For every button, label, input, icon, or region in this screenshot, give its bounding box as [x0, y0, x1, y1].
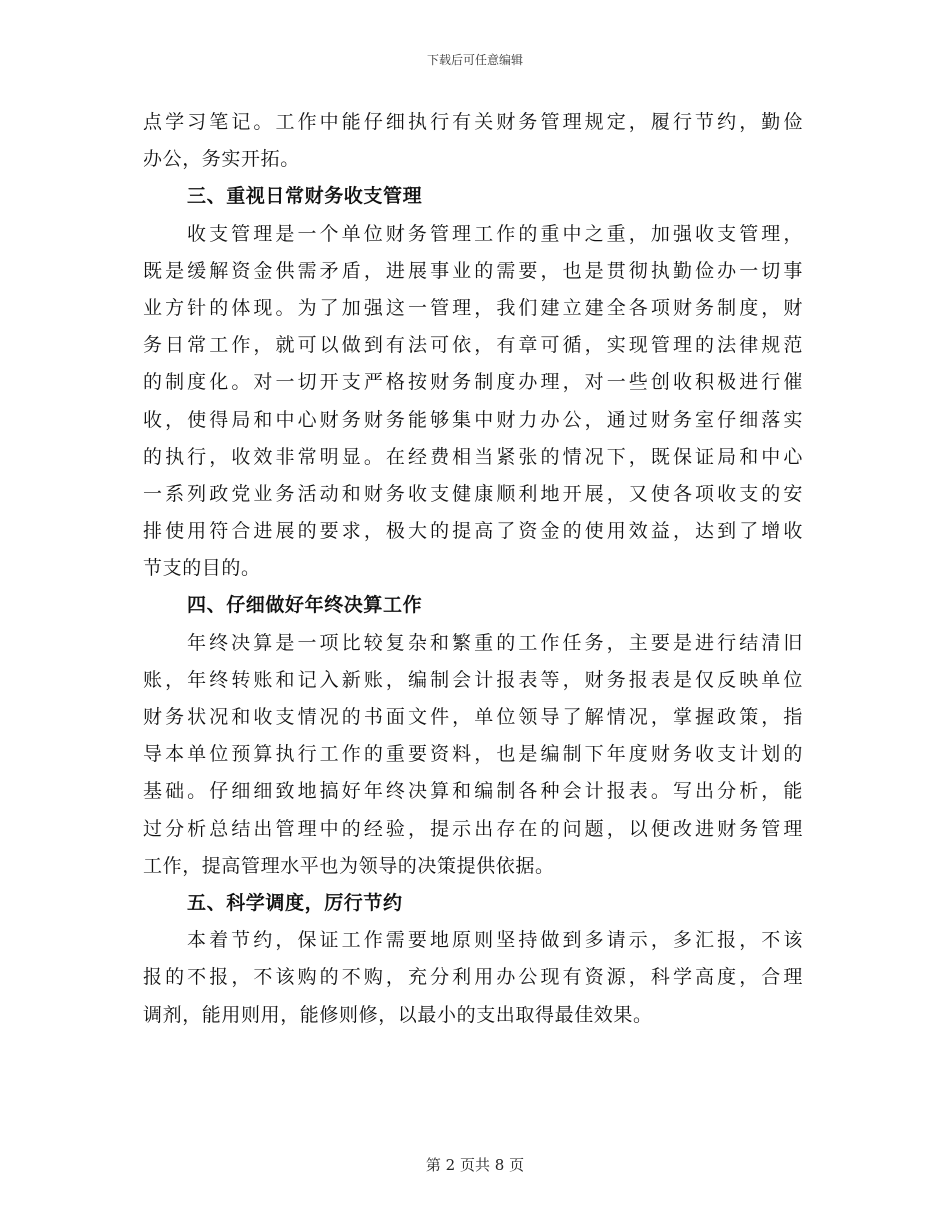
page-header: 下载后可任意编辑 [426, 53, 523, 67]
document-body [143, 104, 803, 1034]
section-heading: 四、仔细做好年终决算工作 [187, 594, 423, 617]
paragraph-line: 导本单位预算执行工作的重要资料，也是编制下年度财务收支计划的 [143, 743, 803, 766]
paragraph-line: 本着节约，保证工作需要地原则坚持做到多请示，多汇报，不该 [187, 929, 803, 952]
paragraph-line: 财务状况和收支情况的书面文件，单位领导了解情况，掌握政策，指 [143, 706, 803, 728]
paragraph-line: 的执行，收效非常明显。在经费相当紧张的情况下，既保证局和中心 [143, 445, 803, 468]
section-heading: 三、重视日常财务收支管理 [187, 185, 423, 208]
section-heading: 五、科学调度，厉行节约 [187, 891, 403, 914]
paragraph-line: 既是缓解资金供需矛盾，进展事业的需要，也是贯彻执勤俭办一切事 [143, 259, 803, 282]
paragraph-line: 务日常工作，就可以做到有法可依，有章可循，实现管理的法律规范 [143, 334, 803, 357]
paragraph-line: 收支管理是一个单位财务管理工作的重中之重，加强收支管理， [187, 222, 803, 245]
paragraph-line: 办公，务实开拓。 [143, 148, 300, 171]
paragraph-line: 的制度化。对一切开支严格按财务制度办理，对一些创收积极进行催 [143, 371, 803, 394]
paragraph-line: 收，使得局和中心财务财务能够集中财力办公，通过财务室仔细落实 [143, 408, 803, 431]
paragraph-line: 一系列政党业务活动和财务收支健康顺利地开展，又使各项收支的安 [143, 482, 803, 505]
paragraph-line: 账，年终转账和记入新账，编制会计报表等，财务报表是仅反映单位 [143, 668, 803, 691]
paragraph-line: 过分析总结出管理中的经验，提示出存在的问题，以便改进财务管理 [143, 817, 803, 840]
paragraph-line: 节支的目的。 [143, 557, 261, 580]
page-number: 第 2 页共 8 页 [425, 1156, 525, 1174]
paragraph-line: 点学习笔记。工作中能仔细执行有关财务管理规定，履行节约，勤俭 [143, 111, 803, 133]
paragraph-line: 报的不报，不该购的不购，充分利用办公现有资源，科学高度，合理 [143, 966, 803, 989]
paragraph-line: 调剂，能用则用，能修则修，以最小的支出取得最佳效果。 [143, 1003, 653, 1026]
paragraph-line: 排使用符合进展的要求，极大的提高了资金的使用效益，达到了增收 [143, 520, 803, 543]
paragraph-line: 年终决算是一项比较复杂和繁重的工作任务，主要是进行结清旧 [187, 631, 803, 654]
paragraph-line: 基础。仔细细致地搞好年终决算和编制各种会计报表。写出分析，能 [143, 780, 803, 803]
paragraph-line: 工作，提高管理水平也为领导的决策提供依据。 [143, 854, 555, 877]
paragraph-line: 业方针的体现。为了加强这一管理，我们建立建全各项财务制度，财 [143, 296, 803, 319]
